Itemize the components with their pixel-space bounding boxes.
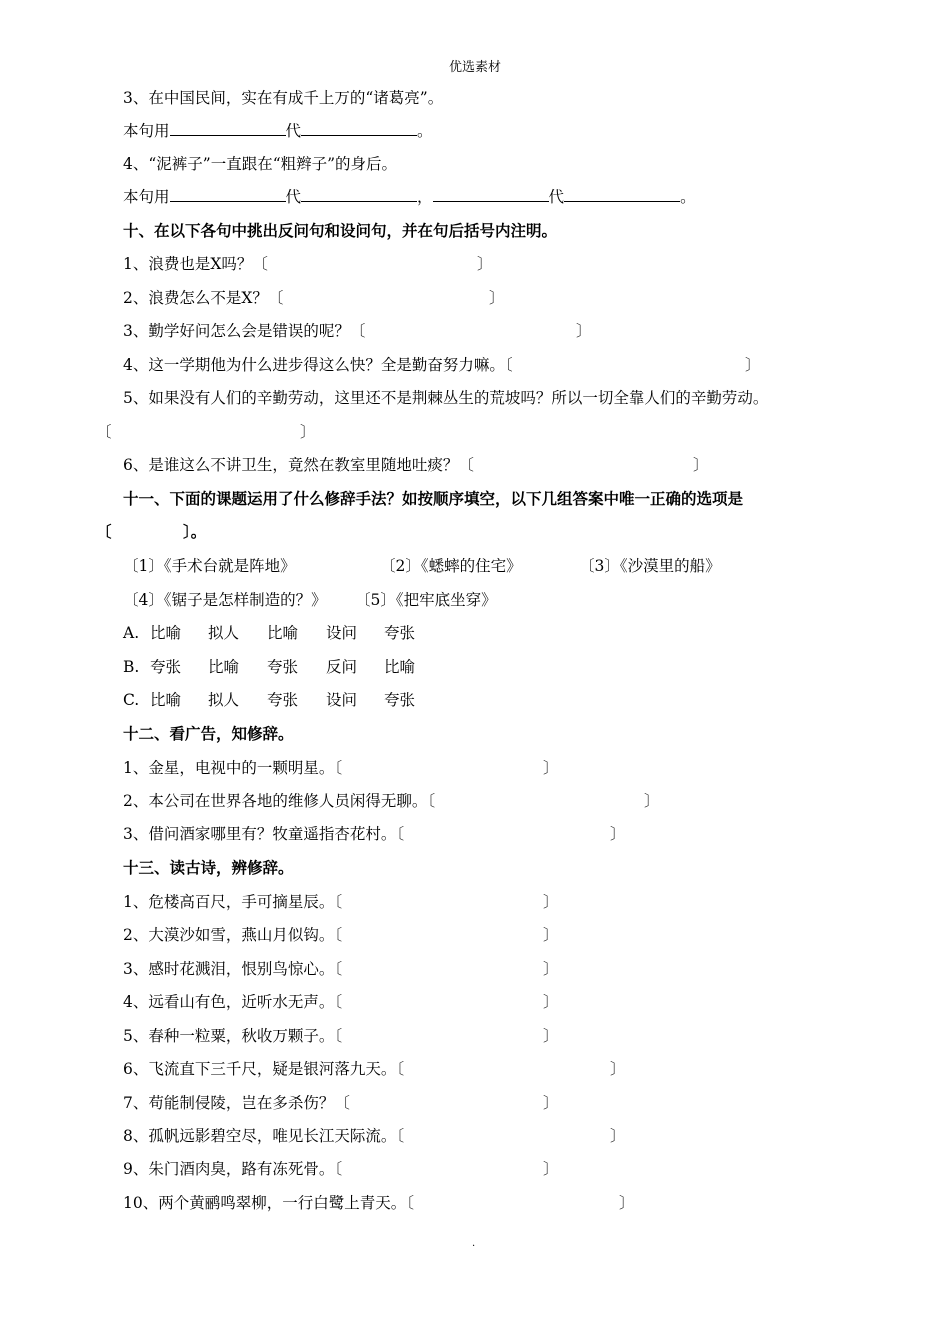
s13-close-4: 〕 xyxy=(543,993,559,1011)
s10-close-2: 〕 xyxy=(489,289,505,307)
option-label: A. xyxy=(123,624,140,642)
blank-2[interactable] xyxy=(301,121,417,136)
page-footer-dot: . xyxy=(472,1238,476,1249)
answer-prefix: 本句用 xyxy=(123,188,170,206)
s10-close-1: 〕 xyxy=(477,255,493,273)
answer-comma: ， xyxy=(417,188,433,206)
page-header: 优选素材 xyxy=(448,60,501,75)
item-text: 3、勤学好问怎么会是错误的呢？〔 xyxy=(123,322,366,340)
blank-4[interactable] xyxy=(564,187,680,202)
s13-item-3: 3、感时花溅泪，恨别鸟惊心。〔 xyxy=(123,960,343,978)
option-a-word-2: 拟人 xyxy=(208,624,240,642)
topic-3: 〔3〕《沙漠里的船》 xyxy=(579,557,721,575)
s12-close-1: 〕 xyxy=(543,759,559,777)
option-label: B. xyxy=(123,658,140,676)
s12-close-2: 〕 xyxy=(644,792,660,810)
topic-1: 〔1〕《手术台就是阵地》 xyxy=(123,557,296,575)
s12-item-2: 2、本公司在世界各地的维修人员闲得无聊。〔 xyxy=(123,792,436,810)
s13-close-9: 〕 xyxy=(543,1160,559,1178)
answer-dai: 代 xyxy=(285,122,302,140)
answer-end: 。 xyxy=(417,122,433,140)
section-12-title: 十二、看广告，知修辞。 xyxy=(123,724,294,743)
question-4: 4、“泥裤子”一直跟在“粗辫子”的身后。 xyxy=(123,155,398,173)
option-c-word-4: 设问 xyxy=(326,691,358,709)
section-11-title: 十一、下面的课题运用了什么修辞手法？如按顺序填空，以下几组答案中唯一正确的选项是 xyxy=(123,489,744,508)
s10-close-5: 〕 xyxy=(300,423,316,441)
answer-dai: 代 xyxy=(548,188,565,206)
option-b-word-2: 比喻 xyxy=(208,658,240,676)
option-b-word-1: 夸张 xyxy=(150,658,182,676)
blank-2[interactable] xyxy=(301,187,417,202)
option-b-word-3: 夸张 xyxy=(267,658,299,676)
item-text: 2、浪费怎么不是X？〔 xyxy=(123,289,284,307)
s12-close-3: 〕 xyxy=(610,825,626,843)
item-text: 1、浪费也是X吗？〔 xyxy=(123,255,268,273)
answer-dai: 代 xyxy=(285,188,302,206)
answer-end: 。 xyxy=(680,188,696,206)
s13-item-1: 1、危楼高百尺，手可摘星辰。〔 xyxy=(123,893,343,911)
s10-item-6: 6、是谁这么不讲卫生，竟然在教室里随地吐痰？〔 xyxy=(123,456,474,474)
option-a-word-3: 比喻 xyxy=(267,624,299,642)
s13-close-2: 〕 xyxy=(543,926,559,944)
s10-item-2 xyxy=(123,288,283,308)
section-11-answer-close: 〕。 xyxy=(183,522,207,541)
s13-item-10: 10、两个黄鹂鸣翠柳，一行白鹭上青天。〔 xyxy=(123,1194,414,1212)
option-a-word-4: 设问 xyxy=(326,624,358,642)
s13-item-6: 6、飞流直下三千尺，疑是银河落九天。〔 xyxy=(123,1060,405,1078)
topic-4: 〔4〕《锯子是怎样制造的？》 xyxy=(123,591,327,609)
answer-prefix: 本句用 xyxy=(123,122,170,140)
s13-close-7: 〕 xyxy=(543,1094,559,1112)
option-b-word-5: 比喻 xyxy=(384,658,416,676)
option-a-word-5: 夸张 xyxy=(384,624,416,642)
s13-item-9: 9、朱门酒肉臭，路有冻死骨。〔 xyxy=(123,1160,343,1178)
s12-item-3: 3、借问酒家哪里有？牧童遥指杏花村。〔 xyxy=(123,825,405,843)
answer-line-3 xyxy=(123,121,433,141)
s13-close-3: 〕 xyxy=(543,960,559,978)
s13-close-1: 〕 xyxy=(543,893,559,911)
s13-item-2: 2、大漠沙如雪，燕山月似钩。〔 xyxy=(123,926,343,944)
topic-5: 〔5〕《把牢底坐穿》 xyxy=(355,591,497,609)
option-c-word-5: 夸张 xyxy=(384,691,416,709)
option-c[interactable] xyxy=(123,690,139,710)
blank-1[interactable] xyxy=(170,121,286,136)
s10-item-5-open: 〔 xyxy=(96,423,112,441)
option-c-word-2: 拟人 xyxy=(208,691,240,709)
s13-item-7: 7、苟能制侵陵，岂在多杀伤？〔 xyxy=(123,1094,350,1112)
s13-item-4: 4、远看山有色，近听水无声。〔 xyxy=(123,993,343,1011)
option-b-word-4: 反问 xyxy=(326,658,358,676)
s13-close-8: 〕 xyxy=(610,1127,626,1145)
s13-close-6: 〕 xyxy=(610,1060,626,1078)
option-a[interactable] xyxy=(123,623,139,643)
section-10-title: 十、在以下各句中挑出反问句和设问句，并在句后括号内注明。 xyxy=(123,221,558,240)
section-11-answer-open: 〔 xyxy=(96,522,112,541)
option-c-word-3: 夸张 xyxy=(267,691,299,709)
s10-close-4: 〕 xyxy=(745,356,761,374)
s10-item-1 xyxy=(123,254,268,274)
answer-line-4 xyxy=(123,187,696,207)
option-label: C. xyxy=(123,691,140,709)
blank-3[interactable] xyxy=(433,187,549,202)
s13-close-10: 〕 xyxy=(619,1194,635,1212)
s13-item-8: 8、孤帆远影碧空尽，唯见长江天际流。〔 xyxy=(123,1127,405,1145)
question-3: 3、在中国民间，实在有成千上万的“诸葛亮”。 xyxy=(123,89,444,107)
s13-item-5: 5、春种一粒粟，秋收万颗子。〔 xyxy=(123,1027,343,1045)
option-c-word-1: 比喻 xyxy=(150,691,182,709)
s10-item-5: 5、如果没有人们的辛勤劳动，这里还不是荆棘丛生的荒坡吗？所以一切全靠人们的辛勤劳动。 xyxy=(123,389,769,407)
option-b[interactable] xyxy=(123,657,139,677)
item-text: 4、这一学期他为什么进步得这么快？全是勤奋努力嘛。〔 xyxy=(123,356,513,374)
s13-close-5: 〕 xyxy=(543,1027,559,1045)
s10-item-3 xyxy=(123,321,365,341)
blank-1[interactable] xyxy=(170,187,286,202)
s10-item-4 xyxy=(123,355,513,375)
section-13-title: 十三、读古诗，辨修辞。 xyxy=(123,858,294,877)
option-a-word-1: 比喻 xyxy=(150,624,182,642)
topic-2: 〔2〕《蟋蟀的住宅》 xyxy=(380,557,522,575)
s10-close-3: 〕 xyxy=(576,322,592,340)
s10-close-6: 〕 xyxy=(693,456,709,474)
s12-item-1: 1、金星，电视中的一颗明星。〔 xyxy=(123,759,343,777)
